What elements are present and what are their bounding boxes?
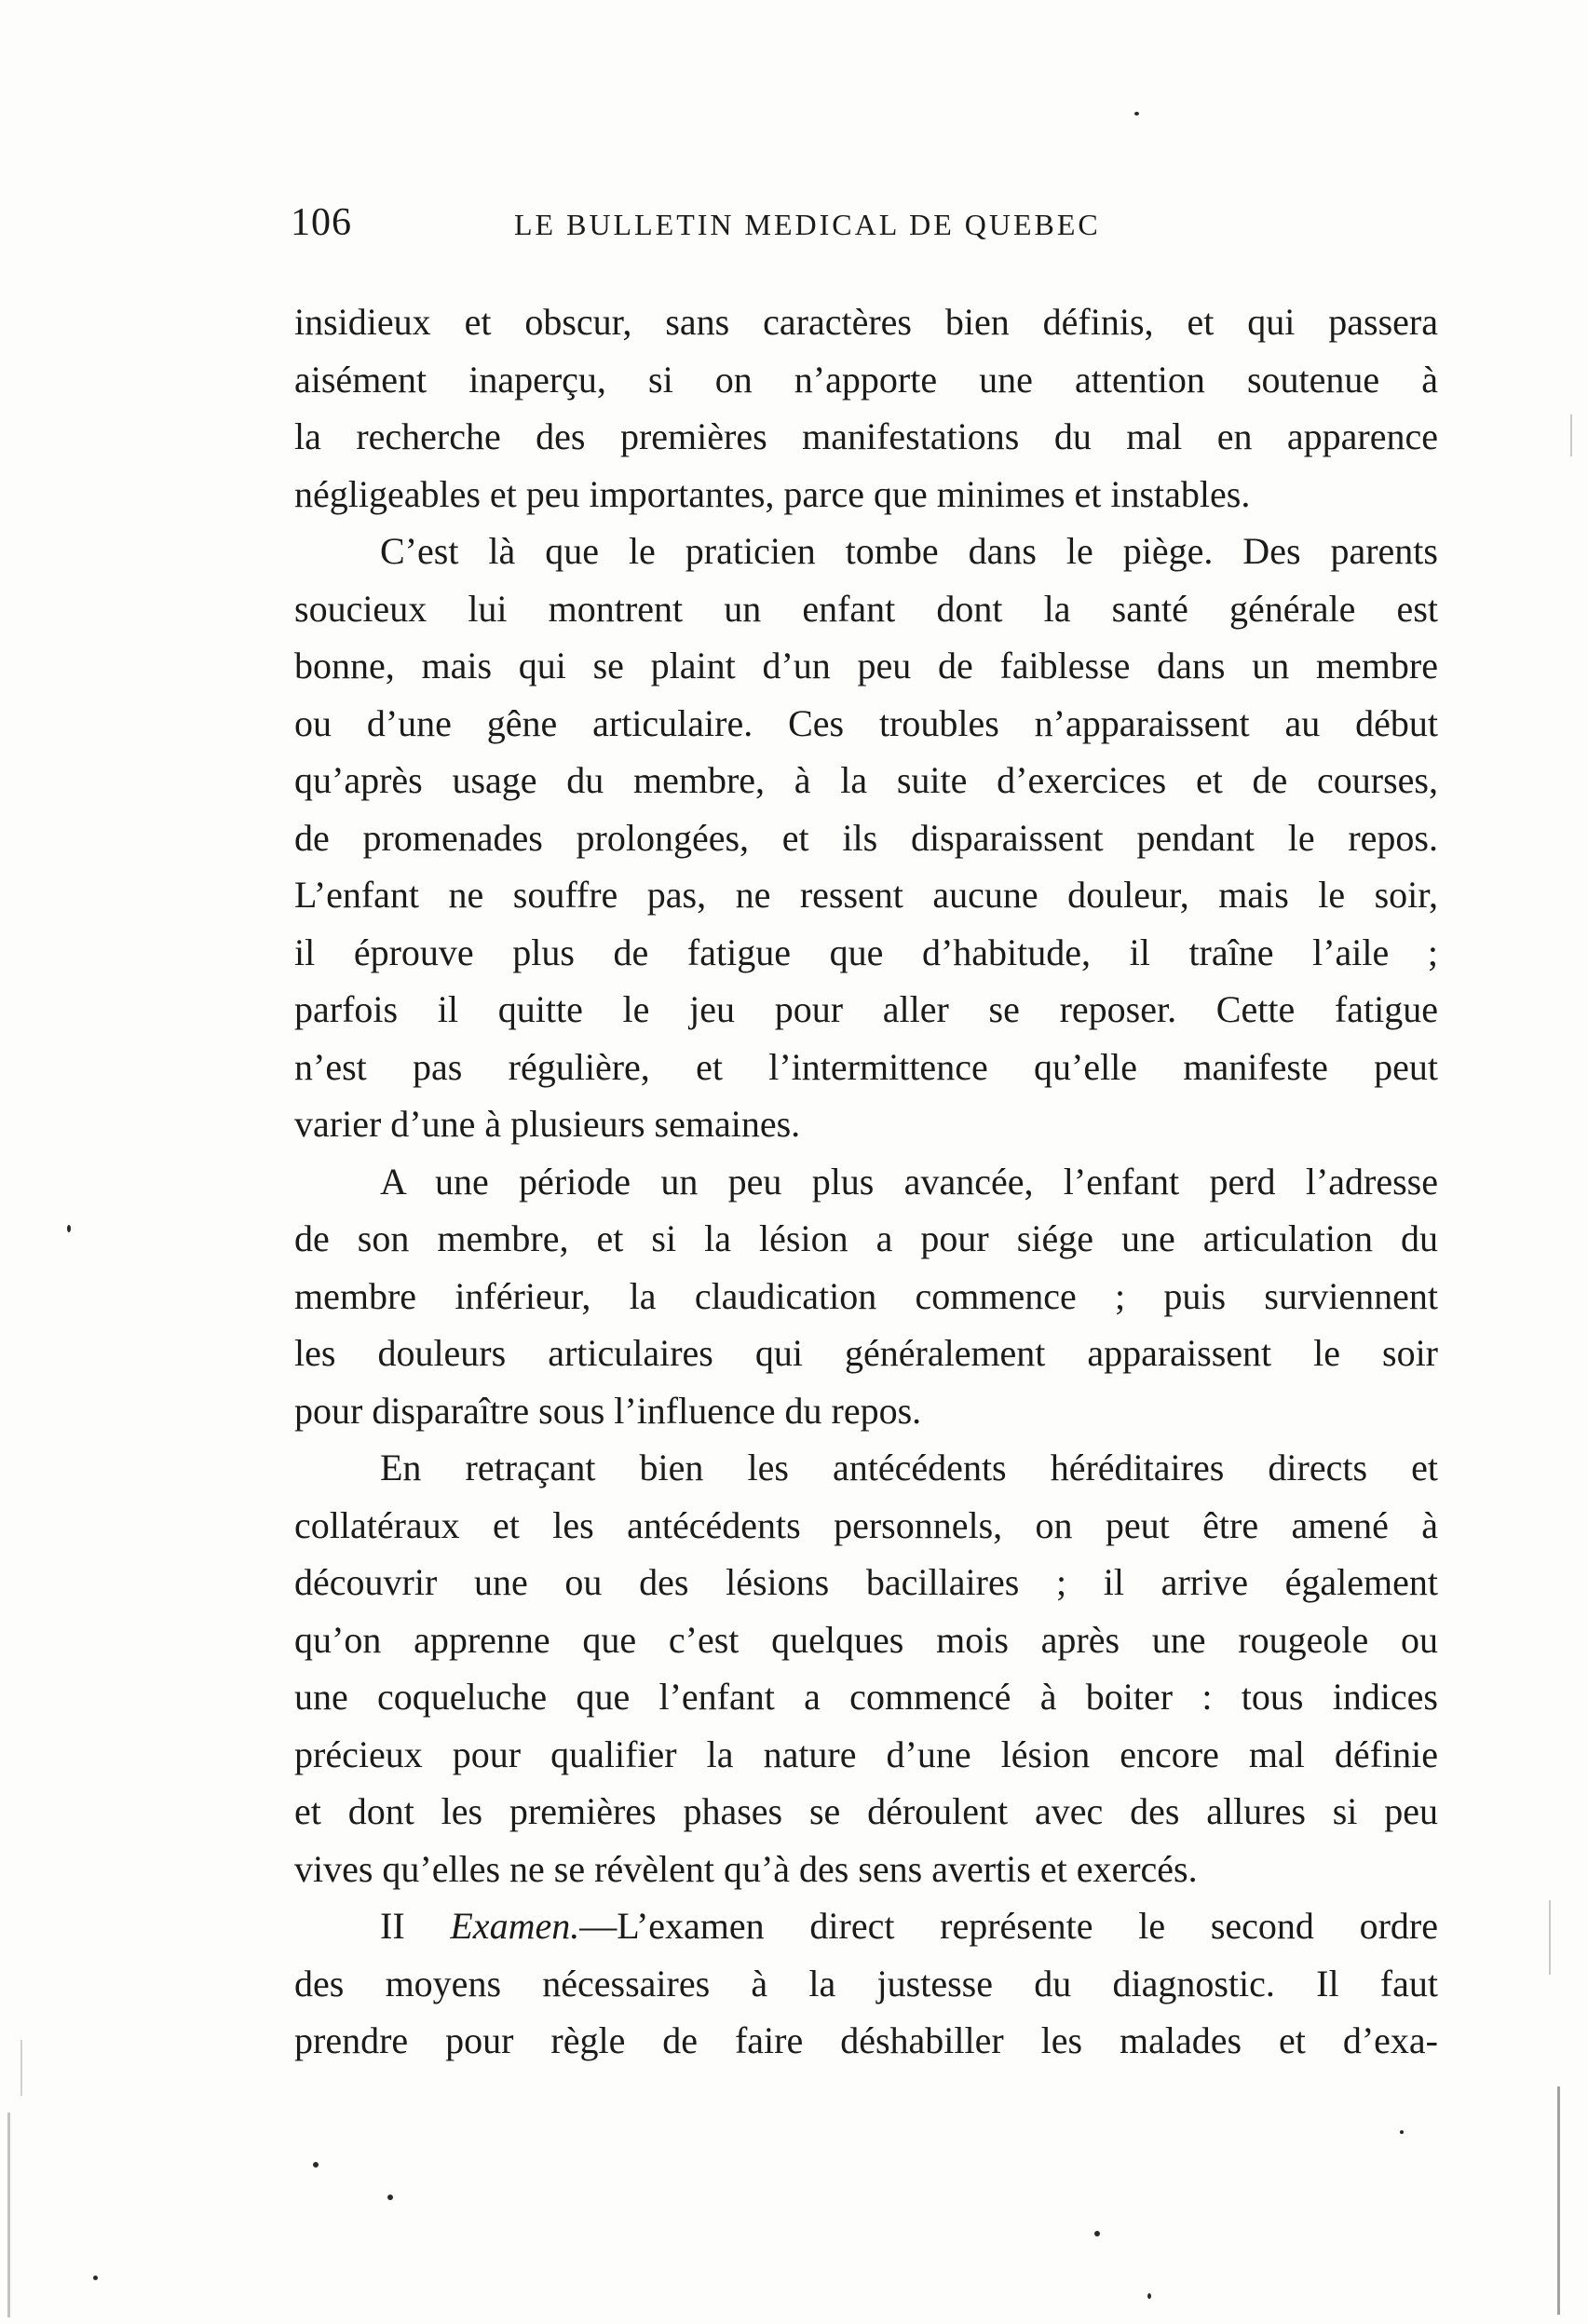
- text-line: il éprouve plus de fatigue que d’habitude, il traîne l’aile ;: [294, 931, 1438, 973]
- text-line: En retraçant bien les antécédents héréditaires directs et: [380, 1447, 1438, 1488]
- journal-title: LE BULLETIN MEDICAL DE QUEBEC: [514, 208, 1101, 241]
- body-text: [294, 293, 1438, 2070]
- text-line: membre inférieur, la claudication commence ; puis surviennent: [294, 1274, 1438, 1317]
- text-line: les douleurs articulaires qui généralement apparaissent le soir: [294, 1332, 1438, 1374]
- section-line-1-rest: —L’examen direct représente le second ordre: [579, 1905, 1439, 1947]
- text-line: découvrir une ou des lésions bacillaires ; il arrive également: [294, 1561, 1438, 1603]
- section-line-3: prendre pour règle de faire déshabiller les malades et d’exa-: [294, 2019, 1438, 2061]
- text-line: insidieux et obscur, sans caractères bien définis, et qui passera: [294, 301, 1438, 343]
- section-number: II: [380, 1905, 405, 1947]
- binding-edge-mark: [1557, 2086, 1560, 2315]
- text-line: vives qu’elles ne se révèlent qu’à des sens avertis et exercés.: [294, 1847, 1198, 1890]
- text-line: qu’après usage du membre, à la suite d’exercices et de courses,: [294, 759, 1438, 801]
- text-line: et dont les premières phases se déroulent avec des allures si peu: [294, 1790, 1438, 1832]
- scan-speck: [387, 2195, 393, 2200]
- text-line: négligeables et peu importantes, parce que minimes et instables.: [294, 472, 1251, 515]
- binding-edge-mark: [7, 2113, 10, 2317]
- text-line: parfois il quitte le jeu pour aller se reposer. Cette fatigue: [294, 988, 1438, 1030]
- text-line: pour disparaître sous l’influence du repos.: [294, 1389, 922, 1432]
- scan-speck: [1134, 112, 1139, 116]
- text-line: varier d’une à plusieurs semaines.: [294, 1103, 801, 1145]
- text-line: de son membre, et si la lésion a pour siége une articulation du: [294, 1217, 1438, 1259]
- page-number: 106: [291, 201, 352, 244]
- scan-speck: [1147, 2293, 1151, 2299]
- binding-edge-mark: [20, 2040, 22, 2096]
- binding-edge-mark: [1549, 1900, 1551, 1975]
- text-line: L’enfant ne souffre pas, ne ressent aucune douleur, mais le soir,: [294, 874, 1438, 916]
- text-line: précieux pour qualifier la nature d’une lésion encore mal définie: [294, 1733, 1438, 1775]
- section-line-1: [294, 1897, 1438, 1955]
- text-line: C’est là que le praticien tombe dans le piège. Des parents: [380, 530, 1438, 572]
- scan-speck: [93, 2276, 98, 2280]
- text-line: aisément inaperçu, si on n’apporte une attention soutenue à: [294, 358, 1438, 401]
- section-label: Examen.: [450, 1905, 580, 1947]
- text-line: n’est pas régulière, et l’intermittence qu’elle manifeste peut: [294, 1045, 1438, 1088]
- text-line: la recherche des premières manifestations du mal en apparence: [294, 415, 1438, 457]
- running-head: [291, 200, 1222, 256]
- text-line: ou d’une gêne articulaire. Ces troubles n’apparaissent au début: [294, 701, 1438, 744]
- scan-speck: [67, 1225, 71, 1232]
- text-line: qu’on apprenne que c’est quelques mois après une rougeole ou: [294, 1618, 1438, 1661]
- text-line: une coqueluche que l’enfant a commencé à boiter : tous indices: [294, 1676, 1438, 1718]
- text-line: de promenades prolongées, et ils disparaissent pendant le repos.: [294, 816, 1438, 859]
- text-line: soucieux lui montrent un enfant dont la santé générale est: [294, 587, 1438, 630]
- text-line: A une période un peu plus avancée, l’enfant perd l’adresse: [380, 1160, 1438, 1203]
- scan-speck: [1400, 2130, 1404, 2134]
- scan-speck: [313, 2162, 319, 2168]
- scan-speck: [1094, 2231, 1100, 2236]
- binding-edge-mark: [1570, 415, 1572, 456]
- text-line: bonne, mais qui se plaint d’un peu de faiblesse dans un membre: [294, 645, 1438, 686]
- text-line: collatéraux et les antécédents personnels, on peut être amené à: [294, 1503, 1438, 1546]
- section-line-2: des moyens nécessaires à la justesse du diagnostic. Il faut: [294, 1962, 1438, 2005]
